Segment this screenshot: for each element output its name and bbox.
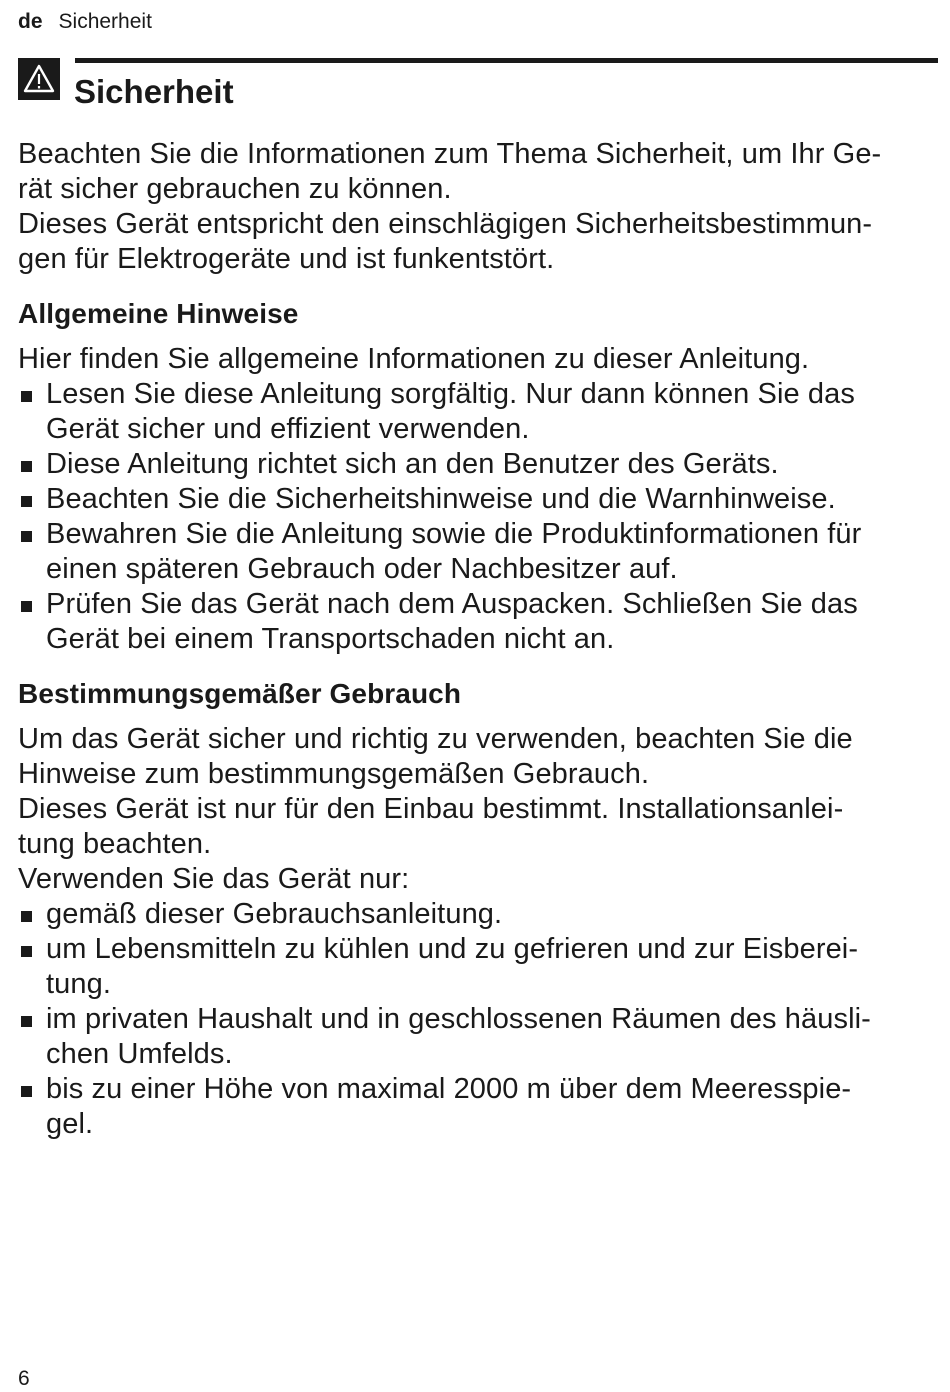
list-item: gemäß dieser Gebrauchsanleitung.	[18, 897, 938, 932]
warning-triangle-icon	[18, 58, 60, 100]
header-section: Sicherheit	[58, 10, 152, 33]
list-item: Diese Anleitung richtet sich an den Benutzer des Geräts.	[18, 447, 938, 482]
list-item: Bewahren Sie die Anleitung sowie die Produktinformationen für einen späteren Gebrauch oder Nachbesitzer auf.	[18, 517, 938, 587]
title-rule	[75, 58, 938, 63]
intro-paragraph-1	[18, 137, 938, 207]
bestimmung-paragraph-1: Um das Gerät sicher und richtig zu verwenden, beachten Sie die Hinweise zum bestimmungsgemäßen Gebrauch.	[18, 723, 853, 790]
chapter-title: Sicherheit	[74, 73, 234, 110]
intro-line-1b: rät sicher gebrauchen zu können.	[18, 173, 452, 205]
page-number: 6	[18, 1367, 30, 1390]
heading-allgemeine-hinweise: Allgemeine Hinweise	[18, 298, 299, 329]
list-item: um Lebensmitteln zu kühlen und zu gefrieren und zur Eisberei- tung.	[18, 932, 938, 1002]
list-item: Prüfen Sie das Gerät nach dem Auspacken. Schließen Sie das Gerät bei einem Transportschaden nicht an.	[18, 587, 938, 657]
bestimmung-paragraph-3: Verwenden Sie das Gerät nur:	[18, 863, 410, 895]
list-item: bis zu einer Höhe von maximal 2000 m über dem Meeresspie- gel.	[18, 1072, 938, 1142]
intro-line-1a: Beachten Sie die Informationen zum Thema Sicherheit, um Ihr Ge-	[18, 138, 882, 170]
heading-bestimmungsgemaesser-gebrauch: Bestimmungsgemäßer Gebrauch	[18, 678, 462, 709]
intro-line-2a: Dieses Gerät entspricht den einschlägigen Sicherheitsbestimmun-	[18, 208, 873, 240]
list-item: Lesen Sie diese Anleitung sorgfältig. Nur dann können Sie das Gerät sicher und effizient verwenden.	[18, 377, 938, 447]
list-item: im privaten Haushalt und in geschlossenen Räumen des häusli- chen Umfelds.	[18, 1002, 938, 1072]
intro-paragraph-2	[18, 207, 938, 277]
main-content	[18, 137, 938, 1142]
allgemeine-intro: Hier finden Sie allgemeine Informationen zu dieser Anleitung.	[18, 343, 810, 375]
language-code: de	[18, 10, 43, 33]
bestimmung-paragraph-2: Dieses Gerät ist nur für den Einbau bestimmt. Installationsanlei- tung beachten.	[18, 793, 844, 860]
intro-line-2b: gen für Elektrogeräte und ist funkentstört.	[18, 243, 555, 275]
page-header	[18, 8, 152, 36]
allgemeine-list	[18, 377, 938, 657]
list-item: Beachten Sie die Sicherheitshinweise und die Warnhinweise.	[18, 482, 938, 517]
bestimmung-list	[18, 897, 938, 1142]
